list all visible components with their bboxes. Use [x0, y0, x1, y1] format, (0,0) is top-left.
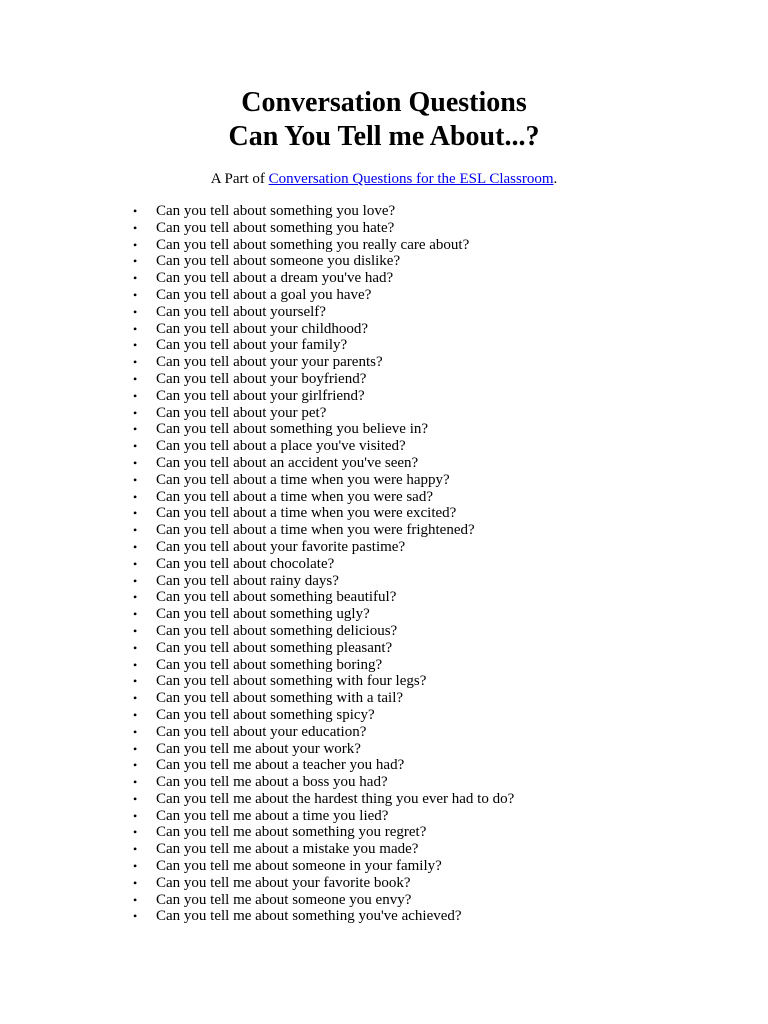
question-text: Can you tell about a goal you have?	[156, 286, 372, 303]
question-text: Can you tell about something spicy?	[156, 706, 375, 723]
bullet-icon: •	[133, 623, 138, 638]
bullet-icon: •	[133, 237, 138, 252]
list-item	[133, 790, 515, 808]
list-item	[133, 471, 514, 489]
bullet-icon: •	[133, 758, 138, 773]
question-text: Can you tell me about a time you lied?	[156, 807, 389, 824]
bullet-icon: •	[133, 707, 138, 722]
bullet-icon: •	[133, 405, 138, 420]
question-text: Can you tell about something boring?	[156, 656, 383, 673]
question-text: Can you tell me about someone you envy?	[156, 891, 412, 908]
source-prefix: A Part of	[210, 171, 269, 187]
question-text: Can you tell me about a boss you had?	[156, 774, 388, 791]
question-text: Can you tell about something delicious?	[156, 622, 398, 639]
list-item	[133, 673, 514, 690]
bullet-icon: •	[133, 607, 138, 622]
question-text: Can you tell me about someone in your family?	[156, 858, 442, 875]
bullet-icon: •	[133, 892, 138, 907]
list-item	[133, 690, 514, 707]
question-text: Can you tell about something you hate?	[156, 219, 395, 236]
source-suffix: .	[553, 171, 558, 187]
list-item	[133, 639, 514, 657]
list-item	[133, 572, 514, 590]
bullet-icon: •	[133, 371, 138, 386]
list-item	[133, 656, 514, 674]
list-item	[133, 538, 514, 556]
question-text: Can you tell about your girlfriend?	[156, 387, 365, 404]
question-text: Can you tell me about your work?	[156, 740, 361, 757]
esl-classroom-link[interactable]: Conversation Questions for the ESL Classroom	[268, 171, 554, 187]
question-text: Can you tell about your education?	[156, 723, 367, 740]
question-text: Can you tell about a time when you were frightened?	[156, 522, 475, 539]
list-item	[133, 438, 514, 455]
bullet-icon: •	[133, 791, 138, 806]
question-text: Can you tell me about a teacher you had?	[156, 757, 405, 774]
question-text: Can you tell about someone you dislike?	[156, 253, 401, 270]
question-text: Can you tell about rainy days?	[156, 572, 339, 589]
question-text: Can you tell about your childhood?	[156, 320, 369, 337]
question-text: Can you tell me about a mistake you made?	[156, 841, 419, 858]
list-item	[133, 303, 514, 321]
bullet-icon: •	[133, 220, 138, 235]
page-title: Conversation Questions	[241, 87, 527, 118]
bullet-icon: •	[133, 741, 138, 756]
bullet-icon: •	[133, 825, 138, 840]
bullet-icon: •	[133, 506, 138, 521]
list-item	[133, 891, 514, 909]
list-item	[133, 589, 514, 606]
list-item	[133, 219, 514, 237]
question-text: Can you tell about an accident you've seen?	[156, 454, 419, 471]
list-item	[133, 404, 514, 422]
list-item	[133, 286, 514, 304]
bullet-icon: •	[133, 674, 138, 689]
list-item	[133, 337, 514, 354]
bullet-icon: •	[133, 573, 138, 588]
question-text: Can you tell me about something you regret?	[156, 824, 427, 841]
bullet-icon: •	[133, 523, 138, 538]
question-text: Can you tell about a time when you were happy?	[156, 471, 450, 488]
page-subtitle-heading: Can You Tell me About...?	[228, 121, 540, 152]
bullet-icon: •	[133, 556, 138, 571]
bullet-icon: •	[133, 808, 138, 823]
bullet-icon: •	[133, 657, 138, 672]
list-item	[133, 454, 514, 472]
question-text: Can you tell about something pleasant?	[156, 639, 393, 656]
list-item	[133, 824, 514, 841]
question-text: Can you tell me about your favorite book?	[156, 874, 411, 891]
list-item	[133, 706, 514, 724]
source-line	[0, 170, 768, 188]
question-text: Can you tell about your your parents?	[156, 354, 383, 371]
list-item	[133, 270, 514, 287]
question-text: Can you tell about chocolate?	[156, 555, 335, 572]
list-item	[133, 740, 514, 758]
list-item	[133, 387, 514, 405]
question-text: Can you tell about a time when you were sad?	[156, 488, 434, 505]
bullet-icon: •	[133, 590, 138, 605]
list-item	[133, 505, 514, 522]
question-text: Can you tell about your family?	[156, 337, 348, 354]
list-item	[133, 354, 514, 371]
question-text: Can you tell me about the hardest thing you ever had to do?	[156, 790, 515, 807]
bullet-icon: •	[133, 287, 138, 302]
question-text: Can you tell about your boyfriend?	[156, 370, 367, 387]
list-item	[133, 757, 514, 774]
question-text: Can you tell about a place you've visited?	[156, 438, 406, 455]
question-text: Can you tell about a dream you've had?	[156, 270, 394, 287]
list-item	[133, 555, 514, 573]
list-item	[133, 203, 514, 220]
bullet-icon: •	[133, 539, 138, 554]
question-text: Can you tell about something with a tail?	[156, 690, 404, 707]
bullet-icon: •	[133, 388, 138, 403]
list-item	[133, 370, 514, 388]
bullet-icon: •	[133, 875, 138, 890]
bullet-icon: •	[133, 338, 138, 353]
list-item	[133, 874, 514, 892]
bullet-icon: •	[133, 775, 138, 790]
question-text: Can you tell about your pet?	[156, 404, 327, 421]
list-item	[133, 320, 514, 338]
bullet-icon: •	[133, 909, 138, 924]
bullet-icon: •	[133, 355, 138, 370]
question-text: Can you tell about something you believe in?	[156, 421, 429, 438]
list-item	[133, 236, 514, 254]
bullet-icon: •	[133, 271, 138, 286]
bullet-icon: •	[133, 640, 138, 655]
bullet-icon: •	[133, 724, 138, 739]
list-item	[133, 488, 514, 506]
bullet-icon: •	[133, 204, 138, 218]
list-item	[133, 723, 514, 741]
list-item	[133, 522, 514, 539]
bullet-icon: •	[133, 842, 138, 857]
bullet-icon: •	[133, 321, 138, 336]
bullet-icon: •	[133, 455, 138, 470]
bullet-icon: •	[133, 489, 138, 504]
list-item	[133, 908, 514, 925]
question-text: Can you tell about something you love?	[156, 203, 396, 219]
list-item	[133, 774, 514, 791]
question-list	[133, 203, 515, 925]
list-item	[133, 858, 514, 875]
question-text: Can you tell about a time when you were excited?	[156, 505, 457, 522]
question-text: Can you tell me about something you've achieved?	[156, 908, 462, 925]
list-item	[133, 807, 514, 825]
bullet-icon: •	[133, 422, 138, 437]
list-item	[133, 606, 514, 623]
list-item	[133, 622, 514, 640]
question-text: Can you tell about something you really care about?	[156, 236, 470, 253]
list-item	[133, 841, 514, 858]
question-text: Can you tell about yourself?	[156, 303, 326, 320]
bullet-icon: •	[133, 859, 138, 874]
question-text: Can you tell about something beautiful?	[156, 589, 397, 606]
bullet-icon: •	[133, 691, 138, 706]
bullet-icon: •	[133, 439, 138, 454]
question-text: Can you tell about something with four legs?	[156, 673, 427, 690]
question-text: Can you tell about your favorite pastime?	[156, 538, 406, 555]
list-item	[133, 253, 514, 270]
list-item	[133, 421, 514, 438]
bullet-icon: •	[133, 472, 138, 487]
question-text: Can you tell about something ugly?	[156, 606, 370, 623]
bullet-icon: •	[133, 254, 138, 269]
bullet-icon: •	[133, 304, 138, 319]
